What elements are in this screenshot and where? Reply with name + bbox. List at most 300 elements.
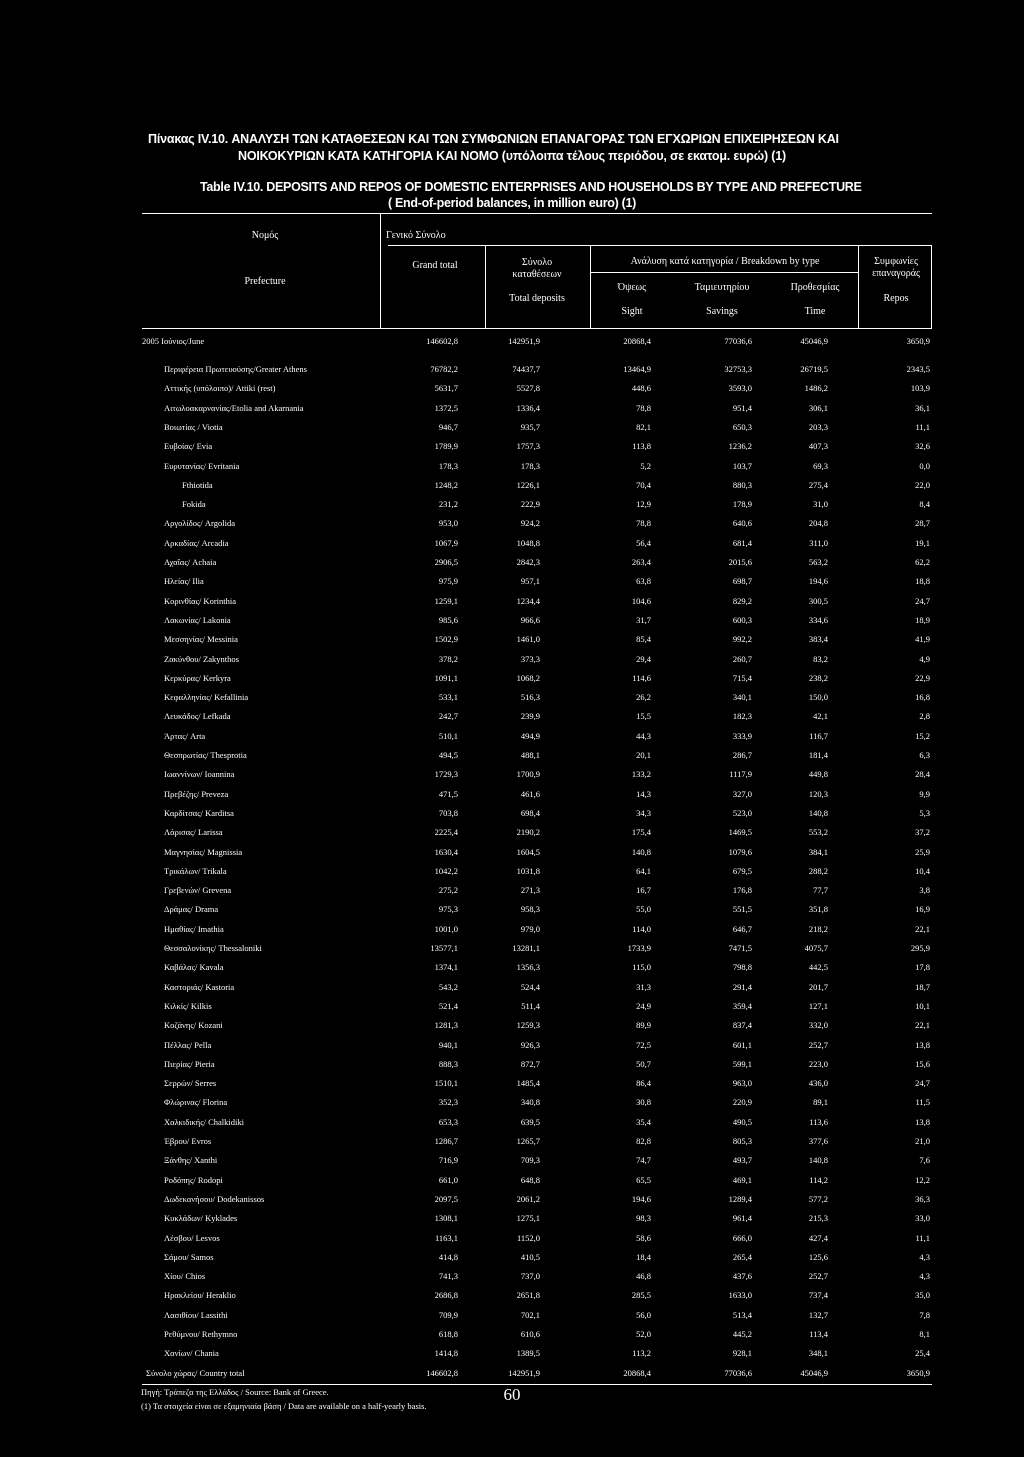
cell-total-deposits: 74437,7: [512, 364, 540, 374]
cell-grand-total: 1281,3: [434, 1020, 458, 1031]
cell-sight: 72,5: [636, 1039, 651, 1050]
table-row: [0, 611, 1024, 630]
table-row: [0, 1016, 1024, 1035]
table-row: [0, 823, 1024, 842]
table-row: [0, 1132, 1024, 1151]
row-label: Μεσσηνίας/ Messinia: [164, 634, 238, 645]
table-row: [0, 862, 1024, 881]
cell-savings: 601,1: [732, 1039, 752, 1050]
header-synolo-line2: καταθέσεων: [512, 269, 562, 280]
cell-grand-total: 1308,1: [434, 1213, 458, 1224]
cell-total-deposits: 1265,7: [516, 1136, 540, 1146]
cell-time: 140,8: [808, 1155, 828, 1166]
cell-savings: 333,9: [732, 730, 752, 741]
cell-savings: 681,4: [732, 537, 752, 548]
row-label: Αχαΐας/ Achaia: [164, 557, 217, 567]
cell-repos: 36,1: [915, 402, 930, 413]
cell-sight: 82,1: [636, 421, 651, 432]
cell-savings: 437,6: [732, 1271, 752, 1282]
cell-savings: 646,7: [732, 923, 752, 934]
cell-time: 288,2: [808, 865, 828, 876]
cell-time: 69,3: [813, 460, 828, 471]
cell-total-deposits: 709,3: [520, 1155, 540, 1166]
cell-sight: 31,7: [636, 614, 651, 625]
cell-repos: 24,7: [915, 1078, 930, 1089]
row-label: Πρεβέζης/ Preveza: [164, 788, 229, 799]
table-row: [0, 1325, 1024, 1344]
cell-savings: 1289,4: [728, 1193, 752, 1204]
row-label: Λέσβου/ Lesvos: [164, 1232, 220, 1243]
cell-repos: 6,3: [919, 750, 930, 760]
cell-repos: 295,9: [910, 943, 930, 953]
cell-savings: 176,8: [732, 885, 752, 896]
cell-total-deposits: 271,3: [520, 885, 540, 896]
row-label: Fthiotida: [182, 479, 213, 490]
row-label: Κορινθίας/ Korinthia: [164, 595, 237, 606]
cell-time: 449,8: [808, 769, 828, 780]
cell-time: 113,6: [809, 1116, 828, 1127]
cell-time: 238,2: [808, 672, 828, 683]
cell-time: 427,4: [808, 1232, 828, 1243]
cell-savings: 3593,0: [728, 383, 752, 394]
table-row: [0, 746, 1024, 765]
cell-grand-total: 533,1: [438, 692, 458, 703]
cell-grand-total: 953,0: [438, 518, 458, 529]
cell-savings: 178,9: [732, 499, 752, 510]
cell-time: 383,4: [808, 634, 828, 645]
cell-sight: 20,1: [636, 750, 651, 760]
table-row: [0, 1364, 1024, 1383]
cell-total-deposits: 5527,8: [516, 383, 540, 394]
cell-grand-total: 940,1: [438, 1039, 458, 1050]
table-row: [0, 707, 1024, 726]
cell-savings: 260,7: [732, 653, 752, 664]
cell-time: 577,2: [808, 1193, 828, 1204]
row-label: Ημαθίας/ Imathia: [164, 923, 224, 934]
cell-time: 737,4: [808, 1290, 828, 1301]
cell-time: 120,3: [808, 788, 828, 799]
header-symfonies-line2: επαναγοράς: [872, 268, 920, 279]
cell-total-deposits: 1700,9: [516, 769, 540, 780]
cell-savings: 1117,9: [729, 769, 752, 780]
cell-repos: 103,9: [910, 383, 930, 394]
column-divider-4: [858, 245, 859, 328]
cell-sight: 20868,4: [623, 336, 651, 346]
table-row: [0, 958, 1024, 977]
cell-total-deposits: 737,0: [520, 1271, 540, 1282]
row-label: Καβάλας/ Kavala: [164, 962, 224, 973]
cell-savings: 103,7: [732, 460, 752, 471]
cell-total-deposits: 1336,4: [516, 402, 540, 413]
row-label: Καρδίτσας/ Karditsa: [164, 807, 234, 818]
cell-total-deposits: 1356,3: [516, 962, 540, 973]
row-label: Σάμου/ Samos: [164, 1251, 214, 1262]
row-label: Ευβοίας/ Evia: [164, 441, 213, 452]
table-row: [0, 553, 1024, 572]
cell-repos: 10,4: [915, 865, 930, 876]
table-row: [0, 1074, 1024, 1093]
cell-savings: 837,4: [732, 1020, 752, 1031]
cell-repos: 3,8: [919, 885, 930, 896]
cell-sight: 63,8: [636, 576, 651, 587]
cell-grand-total: 231,2: [438, 499, 458, 510]
cell-time: 127,1: [808, 1000, 828, 1011]
cell-total-deposits: 979,0: [520, 923, 540, 934]
table-row: [0, 1093, 1024, 1112]
cell-sight: 56,0: [636, 1309, 651, 1320]
cell-grand-total: 975,9: [438, 576, 458, 587]
cell-time: 1486,2: [804, 383, 828, 394]
cell-sight: 140,8: [631, 846, 651, 857]
cell-grand-total: 1163,1: [434, 1232, 458, 1243]
cell-sight: 26,2: [636, 692, 651, 703]
cell-repos: 18,9: [915, 614, 930, 625]
cell-grand-total: 703,8: [438, 807, 458, 818]
table-row: [0, 379, 1024, 398]
cell-grand-total: 888,3: [438, 1058, 458, 1069]
cell-grand-total: 1067,9: [434, 537, 458, 548]
row-label: Περιφέρεια Πρωτευούσης/Greater Athens: [164, 364, 307, 374]
cell-time: 436,0: [808, 1078, 828, 1089]
cell-time: 553,2: [808, 827, 828, 838]
cell-savings: 679,5: [732, 865, 752, 876]
table-row: [0, 881, 1024, 900]
cell-savings: 523,0: [732, 807, 752, 818]
cell-grand-total: 1630,4: [434, 846, 458, 857]
table-row: [0, 534, 1024, 553]
cell-total-deposits: 610,6: [520, 1329, 540, 1339]
breakdown-rule: [590, 272, 858, 273]
header-bottom-rule: [142, 328, 932, 329]
cell-savings: 490,5: [732, 1116, 752, 1127]
cell-grand-total: 946,7: [438, 421, 458, 432]
row-label: Ξάνθης/ Xanthi: [164, 1155, 218, 1166]
cell-sight: 18,4: [636, 1251, 651, 1262]
cell-savings: 220,9: [732, 1097, 752, 1108]
cell-grand-total: 653,3: [438, 1116, 458, 1127]
title-english-line-2: ( End-of-period balances, in million euro) (1): [387, 196, 637, 210]
cell-total-deposits: 461,6: [520, 788, 540, 799]
title-english-line-1: Table IV.10. DEPOSITS AND REPOS OF DOMESTIC ENTERPRISES AND HOUSEHOLDS BY TYPE AND PREFECTURE: [200, 180, 862, 194]
table-top-rule: [142, 213, 932, 214]
cell-grand-total: 510,1: [438, 730, 458, 741]
cell-sight: 35,4: [636, 1116, 651, 1127]
header-synolo-line1: Σύνολο: [521, 257, 553, 268]
cell-grand-total: 1091,1: [434, 672, 458, 683]
header-time: Time: [804, 306, 826, 317]
cell-savings: 7471,5: [728, 943, 752, 953]
cell-repos: 12,2: [915, 1174, 930, 1185]
cell-grand-total: 521,4: [438, 1000, 458, 1011]
cell-savings: 1633,0: [728, 1290, 752, 1301]
cell-total-deposits: 1461,0: [516, 634, 540, 645]
table-row: [0, 630, 1024, 649]
cell-savings: 2015,6: [728, 557, 752, 567]
row-label: Θεσπρωτίας/ Thesprotia: [164, 750, 247, 760]
cell-time: 31,0: [813, 499, 828, 510]
cell-time: 132,7: [808, 1309, 828, 1320]
cell-savings: 698,7: [732, 576, 752, 587]
table-row: [0, 843, 1024, 862]
cell-total-deposits: 1048,8: [516, 537, 540, 548]
cell-savings: 992,2: [732, 634, 752, 645]
row-label: 2005 Ιούνιος/June: [142, 336, 205, 346]
cell-sight: 115,0: [632, 962, 651, 973]
cell-total-deposits: 13281,1: [512, 943, 540, 953]
row-label: Κυκλάδων/ Kyklades: [164, 1213, 238, 1224]
cell-total-deposits: 373,3: [520, 653, 540, 664]
cell-total-deposits: 1259,3: [516, 1020, 540, 1031]
row-label: Fokida: [182, 499, 206, 510]
cell-time: 45046,9: [800, 336, 828, 346]
cell-total-deposits: 2651,8: [516, 1290, 540, 1301]
cell-repos: 18,7: [915, 981, 930, 992]
cell-repos: 41,9: [915, 634, 930, 645]
cell-repos: 16,9: [915, 904, 930, 915]
table-row: [0, 437, 1024, 456]
cell-total-deposits: 648,8: [520, 1174, 540, 1185]
cell-sight: 16,7: [636, 885, 651, 896]
cell-repos: 10,1: [915, 1000, 930, 1011]
cell-time: 275,4: [808, 479, 828, 490]
cell-time: 194,6: [808, 576, 828, 587]
row-label: Ηρακλείου/ Heraklio: [164, 1290, 236, 1301]
cell-sight: 58,6: [636, 1232, 651, 1243]
table-row: [0, 1190, 1024, 1209]
table-row: [0, 360, 1024, 379]
row-label: Ζακύνθου/ Zakynthos: [164, 653, 239, 664]
cell-grand-total: 178,3: [438, 460, 458, 471]
cell-savings: 715,4: [732, 672, 752, 683]
table-row: [0, 495, 1024, 514]
cell-time: 116,7: [809, 730, 828, 741]
cell-grand-total: 76782,2: [430, 364, 458, 374]
cell-savings: 286,7: [732, 750, 752, 760]
cell-repos: 25,4: [915, 1348, 930, 1359]
footnote-source: Πηγή: Τράπεζα της Ελλάδος / Source: Bank of Greece.: [141, 1386, 329, 1397]
cell-repos: 35,0: [915, 1290, 930, 1301]
cell-time: 334,6: [808, 614, 828, 625]
cell-sight: 52,0: [636, 1329, 651, 1339]
cell-repos: 32,6: [915, 441, 930, 452]
cell-grand-total: 1259,1: [434, 595, 458, 606]
cell-time: 218,2: [808, 923, 828, 934]
cell-savings: 32753,3: [724, 364, 752, 374]
table-row: [0, 1151, 1024, 1170]
row-label: Φλώρινας/ Florina: [164, 1097, 228, 1108]
row-label: Κερκύρας/ Kerkyra: [164, 672, 231, 683]
table-row: [0, 1306, 1024, 1325]
table-row: [0, 1248, 1024, 1267]
cell-time: 204,8: [808, 518, 828, 529]
table-row: [0, 1229, 1024, 1248]
cell-repos: 25,9: [915, 846, 930, 857]
header-total-deposits: Total deposits: [509, 293, 565, 304]
cell-savings: 513,4: [732, 1309, 752, 1320]
cell-savings: 327,0: [732, 788, 752, 799]
cell-sight: 70,4: [636, 479, 651, 490]
cell-repos: 11,1: [915, 1232, 930, 1243]
cell-time: 252,7: [808, 1271, 828, 1282]
cell-repos: 8,4: [919, 499, 930, 510]
cell-total-deposits: 178,3: [520, 460, 540, 471]
row-label: Σύνολο χώρας/ Country total: [146, 1367, 245, 1378]
cell-sight: 1733,9: [627, 943, 651, 953]
cell-time: 203,3: [808, 421, 828, 432]
cell-repos: 11,1: [915, 421, 930, 432]
cell-time: 384,1: [808, 846, 828, 857]
cell-grand-total: 1414,8: [434, 1348, 458, 1359]
cell-repos: 7,8: [919, 1309, 930, 1320]
cell-grand-total: 1510,1: [434, 1078, 458, 1089]
table-row: [0, 476, 1024, 495]
row-label: Ηλείας/ Ilia: [164, 576, 204, 587]
table-row: [0, 514, 1024, 533]
cell-total-deposits: 924,2: [520, 518, 540, 529]
cell-time: 332,0: [808, 1020, 828, 1031]
cell-grand-total: 741,3: [438, 1271, 458, 1282]
row-label: Βοιωτίας / Viotia: [164, 421, 223, 432]
cell-grand-total: 975,3: [438, 904, 458, 915]
cell-total-deposits: 935,7: [520, 421, 540, 432]
table-row: [0, 399, 1024, 418]
cell-time: 563,2: [808, 557, 828, 567]
cell-grand-total: 2906,5: [434, 557, 458, 567]
cell-time: 77,7: [813, 885, 828, 896]
cell-time: 181,4: [808, 750, 828, 760]
cell-sight: 89,9: [636, 1020, 651, 1031]
cell-total-deposits: 516,3: [520, 692, 540, 703]
cell-sight: 34,3: [636, 807, 651, 818]
cell-sight: 31,3: [636, 981, 651, 992]
cell-repos: 24,7: [915, 595, 930, 606]
cell-savings: 640,6: [732, 518, 752, 529]
cell-total-deposits: 2842,3: [516, 557, 540, 567]
row-label: Σερρών/ Serres: [164, 1078, 217, 1089]
cell-savings: 600,3: [732, 614, 752, 625]
table-row: [0, 688, 1024, 707]
cell-repos: 22,0: [915, 479, 930, 490]
cell-repos: 15,2: [915, 730, 930, 741]
cell-sight: 113,8: [632, 441, 651, 452]
cell-time: 201,7: [808, 981, 828, 992]
cell-sight: 30,8: [636, 1097, 651, 1108]
cell-sight: 5,2: [640, 460, 651, 471]
cell-total-deposits: 698,4: [520, 807, 540, 818]
table-row: [0, 978, 1024, 997]
cell-total-deposits: 142951,9: [508, 336, 540, 346]
row-label: Κιλκίς/ Kilkis: [164, 1000, 212, 1011]
cell-total-deposits: 1604,5: [516, 846, 540, 857]
cell-grand-total: 352,3: [438, 1097, 458, 1108]
title-greek-line-2: ΝΟΙΚΟΚΥΡΙΩΝ ΚΑΤΑ ΚΑΤΗΓΟΡΙΑ ΚΑΙ ΝΟΜΟ (υπόλοιπα τέλους περιόδου, σε εκατομ. ευρώ) (1): [238, 149, 786, 163]
header-savings: Savings: [706, 306, 738, 317]
cell-time: 26719,5: [800, 364, 828, 374]
cell-savings: 1236,2: [728, 441, 752, 452]
cell-savings: 469,1: [732, 1174, 752, 1185]
cell-time: 300,5: [808, 595, 828, 606]
cell-total-deposits: 1485,4: [516, 1078, 540, 1089]
cell-repos: 13,8: [915, 1039, 930, 1050]
cell-sight: 13464,9: [623, 364, 651, 374]
cell-repos: 3650,9: [906, 336, 930, 346]
cell-repos: 2,8: [919, 711, 930, 722]
cell-total-deposits: 1234,4: [516, 595, 540, 606]
cell-repos: 28,4: [915, 769, 930, 780]
cell-repos: 13,8: [915, 1116, 930, 1127]
row-label: Ρεθύμνου/ Rethymno: [164, 1329, 238, 1339]
cell-sight: 55,0: [636, 904, 651, 915]
cell-sight: 113,2: [632, 1348, 651, 1359]
table-row: [0, 669, 1024, 688]
cell-time: 83,2: [813, 653, 828, 664]
cell-repos: 33,0: [915, 1213, 930, 1224]
cell-savings: 1079,6: [728, 846, 752, 857]
cell-repos: 28,7: [915, 518, 930, 529]
row-label: Μαγνησίας/ Magnissia: [164, 846, 243, 857]
cell-total-deposits: 222,9: [520, 499, 540, 510]
cell-sight: 194,6: [631, 1193, 651, 1204]
row-label: Πέλλας/ Pella: [164, 1039, 212, 1050]
cell-savings: 599,1: [732, 1058, 752, 1069]
cell-repos: 3650,9: [906, 1367, 930, 1378]
cell-total-deposits: 410,5: [520, 1251, 540, 1262]
cell-repos: 2343,5: [906, 364, 930, 374]
column-divider-1: [380, 213, 381, 328]
cell-total-deposits: 511,4: [521, 1000, 540, 1011]
cell-time: 114,2: [809, 1174, 828, 1185]
cell-time: 306,1: [808, 402, 828, 413]
cell-time: 215,3: [808, 1213, 828, 1224]
header-symfonies-line1: Συμφωνίες: [874, 256, 918, 267]
row-label: Ιωαννίνων/ Ioannina: [164, 769, 235, 780]
cell-savings: 182,3: [732, 711, 752, 722]
cell-grand-total: 2097,5: [434, 1193, 458, 1204]
cell-grand-total: 414,8: [438, 1251, 458, 1262]
cell-grand-total: 661,0: [438, 1174, 458, 1185]
cell-total-deposits: 702,1: [520, 1309, 540, 1320]
cell-sight: 86,4: [636, 1078, 651, 1089]
cell-repos: 19,1: [915, 537, 930, 548]
cell-savings: 666,0: [732, 1232, 752, 1243]
row-label: Κεφαλληνίας/ Kefallinia: [164, 692, 249, 703]
row-label: Αττικής (υπόλοιπο)/ Attiki (rest): [164, 383, 276, 394]
cell-savings: 829,2: [732, 595, 752, 606]
header-breakdown: Ανάλυση κατά κατηγορία / Breakdown by type: [630, 256, 820, 267]
cell-sight: 14,3: [636, 788, 651, 799]
cell-grand-total: 1372,5: [434, 402, 458, 413]
cell-repos: 11,5: [915, 1097, 930, 1108]
cell-sight: 114,0: [632, 923, 651, 934]
cell-savings: 291,4: [732, 981, 752, 992]
footnote-note: (1) Τα στοιχεία είναι σε εξαμηνιαία βάση / Data are available on a half-yearly basis.: [141, 1400, 427, 1411]
cell-grand-total: 1729,3: [434, 769, 458, 780]
cell-repos: 18,8: [915, 576, 930, 587]
header-sight: Sight: [621, 306, 643, 317]
header-prothesmias: Προθεσμίας: [790, 282, 840, 293]
cell-repos: 8,1: [919, 1329, 930, 1339]
row-label: Ευρυτανίας/ Evritania: [164, 460, 240, 471]
row-label: Κοζάνης/ Kozani: [164, 1020, 223, 1031]
cell-savings: 928,1: [732, 1348, 752, 1359]
cell-sight: 44,3: [636, 730, 651, 741]
cell-time: 442,5: [808, 962, 828, 973]
cell-savings: 1469,5: [728, 827, 752, 838]
cell-repos: 22,1: [915, 1020, 930, 1031]
cell-sight: 64,1: [636, 865, 651, 876]
row-label: Πιερίας/ Pieria: [164, 1058, 215, 1069]
row-label: Λευκάδος/ Lefkada: [164, 711, 231, 722]
